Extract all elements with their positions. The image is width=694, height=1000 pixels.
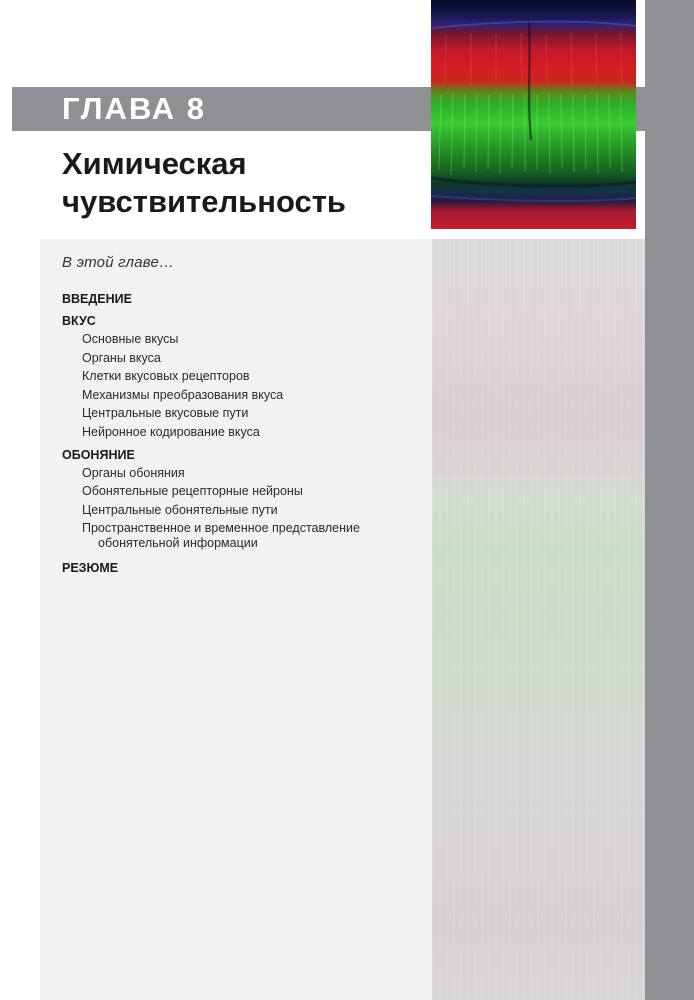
microscopy-texture xyxy=(431,0,636,229)
toc-item[interactable]: Нейронное кодирование вкуса xyxy=(82,424,260,439)
toc-item[interactable]: Механизмы преобразования вкуса xyxy=(82,387,284,402)
toc-section-taste[interactable]: ВКУС xyxy=(62,314,96,328)
toc-section-smell[interactable]: ОБОНЯНИЕ xyxy=(62,447,135,462)
toc-item-line-2: обонятельной информации xyxy=(98,536,258,551)
faded-microscopy-column xyxy=(432,239,645,1000)
toc-item[interactable]: Клетки вкусовых рецепторов xyxy=(82,369,250,384)
toc-item-multiline[interactable] xyxy=(62,519,422,553)
toc-item[interactable]: Центральные вкусовые пути xyxy=(82,406,249,421)
toc-item[interactable]: Центральные обонятельные пути xyxy=(82,502,278,517)
toc-item[interactable]: Органы вкуса xyxy=(82,350,161,365)
chapter-label: ГЛАВА 8 xyxy=(62,91,207,126)
microscopy-image xyxy=(431,0,636,229)
toc-intro: В этой главе… xyxy=(62,254,175,271)
right-side-strip xyxy=(645,0,694,1000)
toc-section-intro[interactable]: ВВЕДЕНИЕ xyxy=(62,292,132,306)
toc-item[interactable]: Обонятельные рецепторные нейроны xyxy=(82,484,303,499)
toc-item-line-1: Пространственное и временное представление xyxy=(82,521,360,536)
toc-item[interactable]: Органы обоняния xyxy=(82,465,185,480)
table-of-contents xyxy=(62,286,422,577)
chapter-title-line-1: Химическая xyxy=(62,146,247,181)
toc-item[interactable]: Основные вкусы xyxy=(82,332,179,346)
chapter-title-line-2: чувствительность xyxy=(62,184,346,219)
chapter-title xyxy=(62,145,427,221)
toc-section-summary[interactable]: РЕЗЮМЕ xyxy=(62,561,119,576)
